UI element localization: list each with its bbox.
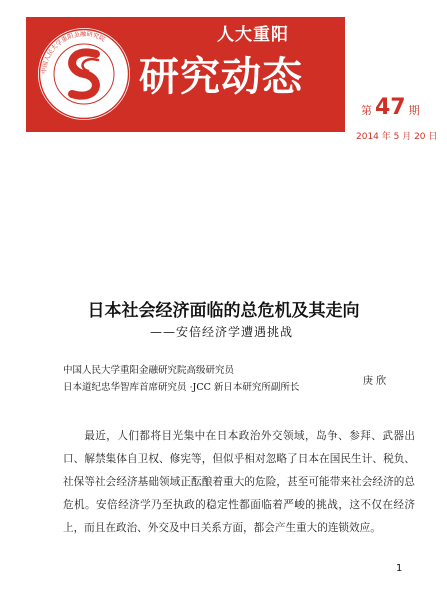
author-affiliation-1: 中国人民大学重阳金融研究院高级研究员 (63, 365, 235, 376)
article-title: 日本社会经济面临的总危机及其走向 (87, 301, 360, 321)
author-name: 庚 欣 (363, 376, 387, 387)
issue-prefix: 第 (361, 104, 372, 117)
issue-suffix: 期 (408, 104, 420, 117)
issue-label (361, 97, 431, 119)
institute-logo (36, 26, 132, 122)
page-number: 1 (396, 563, 403, 574)
series-name: 人大重阳 (217, 25, 289, 45)
article-body (63, 425, 415, 540)
article-subtitle: ——安倍经济学遭遇挑战 (150, 325, 294, 339)
author-affiliation-2: 日本道纪忠华智库首席研究员 ·JCC 新日本研究所副所长 (63, 382, 300, 393)
publication-title: 研究动态 (139, 54, 303, 100)
institute-logo-icon (36, 26, 132, 122)
logo-ring-text: 中国人民大学重阳金融研究院 (40, 30, 107, 75)
body-paragraph: 最近，人们都将目光集中在日本政治外交领域，岛争、参拜、武器出口、解禁集体自卫权、修宪等，但似乎相对忽略了日本在国民生计、税负、社保等社会经济基础领域正酝酿着重大的危险，甚至可能带来社会经济的总危机。安倍经济学乃至执政的稳定性都面临着严峻的挑战，这不仅在经济上，而且在政治、外交及中日关系方面，都会产生重大的连锁效应。 (63, 430, 415, 534)
issue-date: 2014 年 5 月 20 日 (356, 132, 438, 142)
issue-number: 47 (375, 95, 406, 120)
